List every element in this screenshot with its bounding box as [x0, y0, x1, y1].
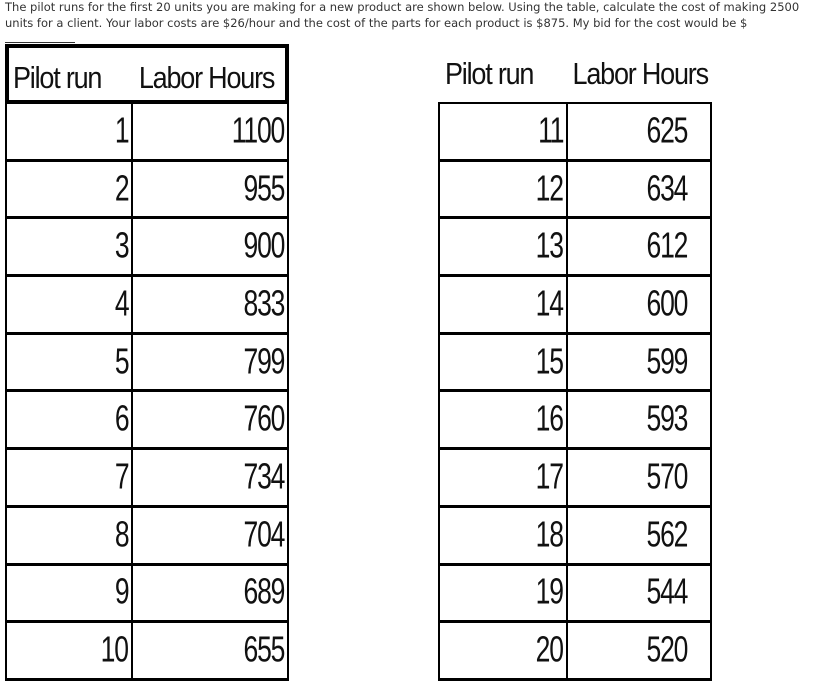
pilot-run-cell: 19	[535, 572, 563, 613]
pilot-run-cell: 2	[114, 168, 128, 209]
pilot-run-cell: 6	[114, 399, 128, 440]
table-row	[5, 335, 289, 393]
labor-hours-cell: 655	[243, 630, 284, 670]
labor-hours-cell: 570	[646, 456, 687, 497]
question-text: The pilot runs for the first 20 units you are making for a new product are shown below. Using the table, calculate the cost of making 2500 units for a client. Your labor costs are $26/hour and the cost of the parts for each product is $875. My bid for the cost would be $	[5, 0, 800, 30]
pilot-run-cell: 14	[535, 283, 563, 324]
table-row	[5, 219, 289, 277]
pilot-run-cell: 12	[535, 168, 563, 209]
labor-hours-cell: 562	[646, 514, 687, 555]
pilot-run-cell: 13	[535, 226, 563, 267]
pilot-run-cell: 4	[114, 283, 128, 324]
table-row	[438, 623, 712, 681]
labor-hours-cell: 1100	[231, 110, 284, 151]
labor-hours-cell: 544	[646, 572, 687, 613]
labor-hours-cell: 760	[243, 399, 284, 440]
table-body	[438, 102, 712, 681]
table-header	[438, 44, 712, 102]
header-labor-hours: Labor Hours	[572, 56, 708, 91]
table-row	[5, 623, 289, 681]
pilot-run-cell: 8	[114, 514, 128, 555]
table-row	[5, 104, 289, 162]
pilot-run-cell: 20	[535, 630, 563, 670]
labor-hours-cell: 799	[243, 341, 284, 382]
table-row	[5, 566, 289, 624]
pilot-run-cell: 17	[535, 456, 563, 497]
labor-hours-cell: 833	[243, 283, 284, 324]
table-row	[438, 392, 712, 450]
table-row	[438, 162, 712, 220]
table-body	[5, 102, 289, 681]
labor-hours-cell: 634	[646, 168, 687, 209]
table-row	[5, 450, 289, 508]
labor-hours-cell: 900	[243, 226, 284, 267]
labor-hours-cell: 734	[243, 456, 284, 497]
table-row	[438, 450, 712, 508]
pilot-run-cell: 9	[114, 572, 128, 613]
pilot-run-cell: 1	[114, 110, 128, 151]
labor-hours-cell: 600	[646, 283, 687, 324]
table-row	[438, 566, 712, 624]
labor-hours-cell: 599	[646, 341, 687, 382]
header-labor-hours: Labor Hours	[138, 60, 275, 95]
pilot-run-cell: 7	[114, 456, 128, 497]
table-row	[438, 335, 712, 393]
table-row	[5, 277, 289, 335]
table-row	[5, 392, 289, 450]
table-row	[438, 104, 712, 162]
pilot-runs-table-right	[438, 44, 712, 681]
table-row	[438, 219, 712, 277]
table-row	[5, 162, 289, 220]
table-row	[438, 277, 712, 335]
labor-hours-cell: 593	[646, 399, 687, 440]
pilot-run-cell: 3	[114, 226, 128, 267]
answer-blank[interactable]	[5, 31, 75, 43]
labor-hours-cell: 612	[646, 226, 687, 267]
table-row	[438, 508, 712, 566]
pilot-run-cell: 15	[535, 341, 563, 382]
labor-hours-cell: 625	[646, 110, 687, 151]
table-header	[5, 44, 289, 102]
labor-hours-cell: 955	[243, 168, 284, 209]
labor-hours-cell: 704	[243, 514, 284, 555]
table-row	[5, 508, 289, 566]
header-pilot-run: Pilot run	[13, 60, 102, 95]
labor-hours-cell: 520	[646, 630, 687, 670]
labor-hours-cell: 689	[243, 572, 284, 613]
pilot-run-cell: 10	[100, 630, 128, 670]
pilot-run-cell: 5	[114, 341, 128, 382]
pilot-run-cell: 18	[535, 514, 563, 555]
pilot-runs-table-left	[5, 44, 289, 681]
header-pilot-run: Pilot run	[445, 56, 534, 91]
pilot-run-cell: 11	[537, 110, 563, 151]
pilot-run-cell: 16	[535, 399, 563, 440]
